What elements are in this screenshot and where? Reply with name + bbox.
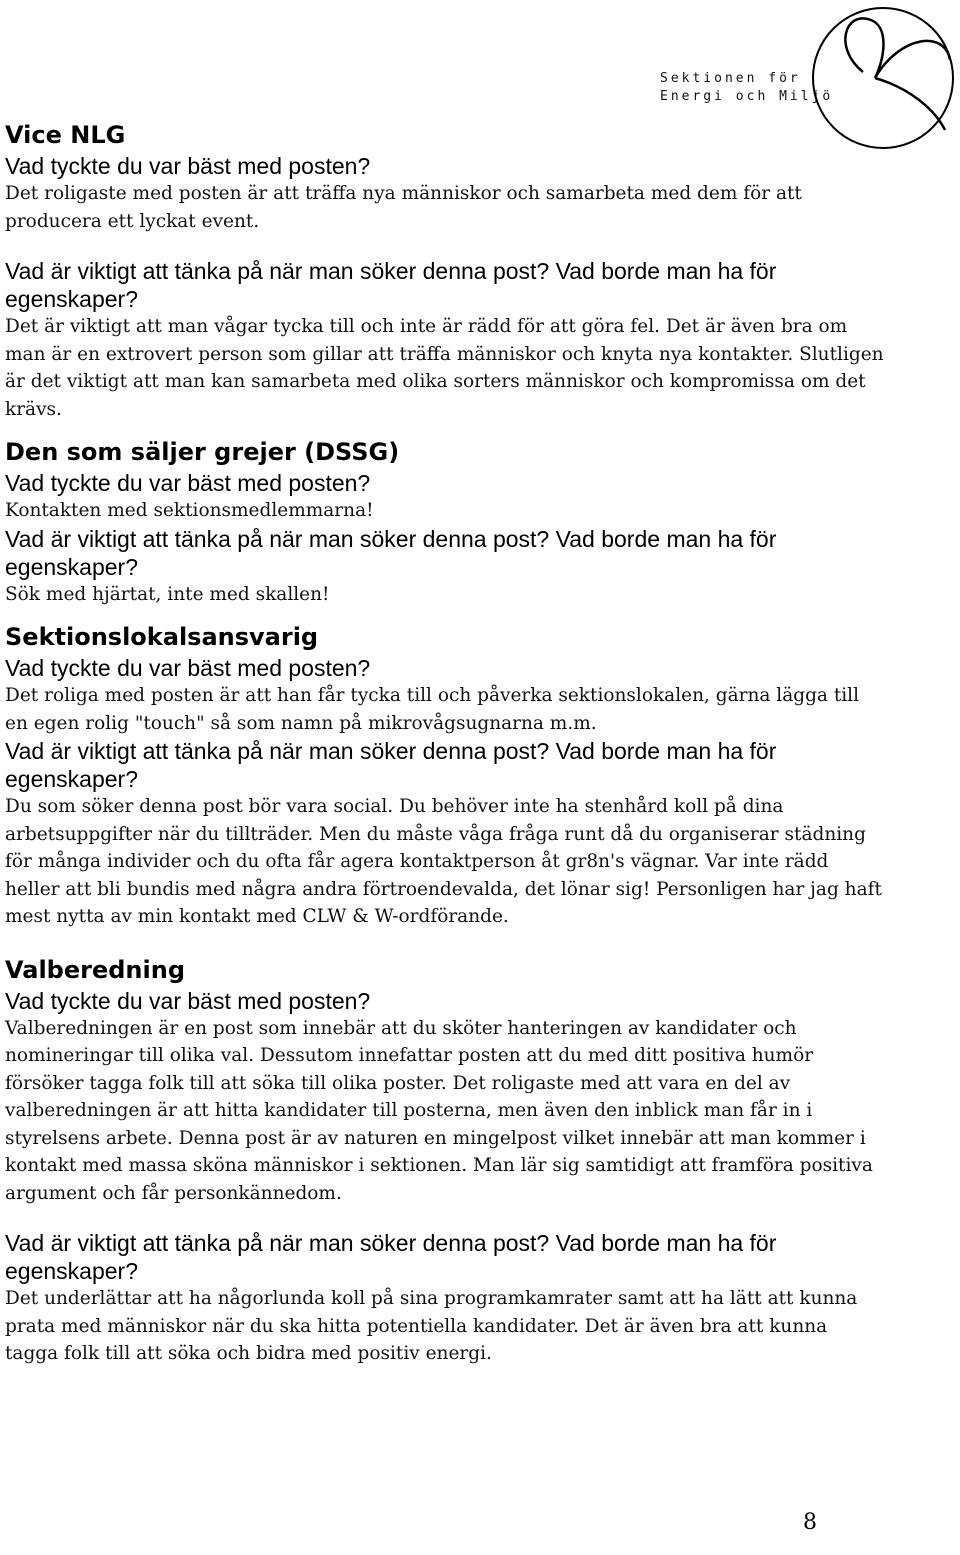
question-qualities: Vad är viktigt att tänka på när man söker denna post? Vad borde man ha för egenskaper? <box>5 1230 777 1284</box>
answer-best: Det roligaste med posten är att träffa nya människor och samarbeta med dem för att producera ett lyckat event. <box>5 183 802 232</box>
answer-qualities: Sök med hjärtat, inte med skallen! <box>5 583 330 605</box>
question-qualities: Vad är viktigt att tänka på när man söker denna post? Vad borde man ha för egenskaper? <box>5 258 777 312</box>
answer-qualities: Det är viktigt att man vågar tycka till och inte är rädd för att göra fel. Det är även bra om man är en extrovert person som gillar att träffa människor och knyta nya kontakter. Slutligen är det viktigt att man kan samarbeta med olika sorters människor och kompromissa om det krävs. <box>5 316 884 420</box>
question-best: Vad tyckte du var bäst med posten? <box>5 655 371 681</box>
page-number: 8 <box>803 1510 817 1535</box>
answer-best: Valberedningen är en post som innebär att du sköter hanteringen av kandidater och nomineringar till olika val. Dessutom innefattar posten att du med ditt positiva humör försöker tagga folk till att söka till olika poster. Det roligaste med att vara en del av valberedningen är att hitta kandidater till posterna, men även den inblick man får in i styrelsens arbete. Denna post är av naturen en mingelpost vilket innebär att man kommer i kontakt med massa sköna människor i sektionen. Man lär sig samtidigt att framföra positiva argument och får personkännedom. <box>5 1017 873 1204</box>
section-heading: Valberedning <box>5 955 186 984</box>
section-heading: Den som säljer grejer (DSSG) <box>5 438 400 466</box>
answer-qualities: Du som söker denna post bör vara social. Du behöver inte ha stenhård koll på dina arbetsuppgifter när du tillträder. Men du måste våga fråga runt då du organiserar städning för många individer och du ofta får agera kontaktperson åt gr8n's vägnar. Var inte rädd heller att bli bundis med några andra förtroendevalda, det lönar sig! Personligen har jag haft mest nytta av min kontakt med CLW & W-ordförande. <box>5 796 882 927</box>
answer-best: Kontakten med sektionsmedlemmarna! <box>5 500 374 521</box>
question-qualities: Vad är viktigt att tänka på när man söker denna post? Vad borde man ha för egenskaper? <box>5 738 777 792</box>
section-heading: Vice NLG <box>5 121 126 149</box>
answer-qualities: Det underlättar att ha någorlunda koll på sina programkamrater samt att ha lätt att kunna prata med människor när du ska hitta potentiella kandidater. Det är även bra att kunna tagga folk till att söka och bidra med positiv energi. <box>5 1288 858 1364</box>
question-qualities: Vad är viktigt att tänka på när man söker denna post? Vad borde man ha för egenskaper? <box>5 525 777 580</box>
question-best: Vad tyckte du var bäst med posten? <box>5 987 371 1014</box>
question-best: Vad tyckte du var bäst med posten? <box>5 470 371 496</box>
question-best: Vad tyckte du var bäst med posten? <box>5 153 371 179</box>
answer-best: Det roliga med posten är att han får tycka till och påverka sektionslokalen, gärna lägga till en egen rolig "touch" så som namn på mikrovågsugnarna m.m. <box>5 685 860 734</box>
section-heading: Sektionslokalsansvarig <box>5 623 319 651</box>
logo-line-2: Energi och Miljö <box>660 89 834 104</box>
logo-line-1: Sektionen för <box>660 71 801 86</box>
document-body <box>5 118 885 1368</box>
